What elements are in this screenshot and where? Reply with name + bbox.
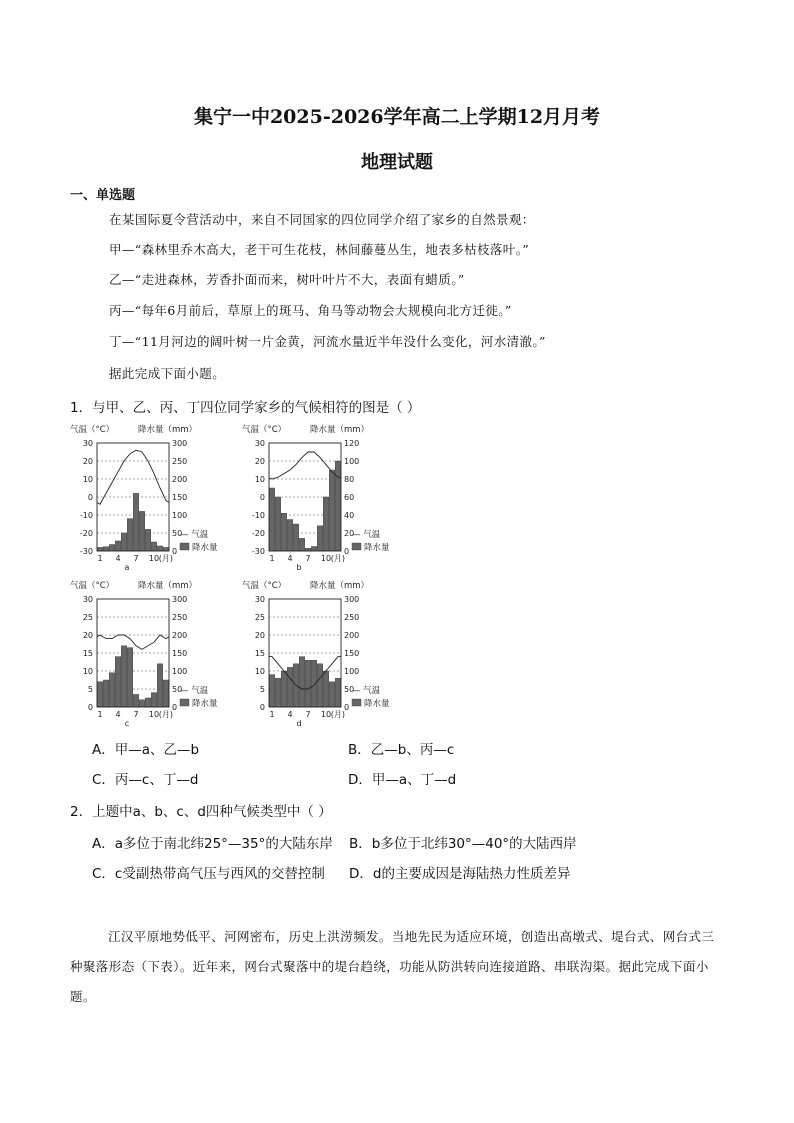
precipitation-tick-label: 300 xyxy=(172,595,188,604)
question-2-stem: 2．上题中a、b、c、d四种气候类型中（ ） xyxy=(70,804,332,820)
precipitation-bar xyxy=(139,511,144,551)
precipitation-axis-label: 降水量（mm） xyxy=(138,425,198,435)
precipitation-tick-label: 200 xyxy=(172,475,188,484)
precipitation-bar xyxy=(281,513,286,551)
passage-line: 在某国际夏令营活动中，来自不同国家的四位同学介绍了家乡的自然景观： xyxy=(109,212,535,227)
month-tick-label: 1 xyxy=(97,710,103,719)
precipitation-bar xyxy=(103,680,108,707)
precipitation-bar xyxy=(335,678,340,707)
month-tick-label: 7 xyxy=(133,710,139,719)
precipitation-tick-label: 250 xyxy=(172,457,188,466)
temperature-axis-label: 气温（°C） xyxy=(242,425,287,435)
month-tick-label: 7 xyxy=(305,710,311,719)
temperature-line xyxy=(97,450,169,504)
month-unit-label: (月) xyxy=(330,554,346,563)
precipitation-bar xyxy=(115,657,120,707)
q1-option-a[interactable]: A．甲—a、乙—b xyxy=(92,742,200,758)
temperature-tick-label: 10 xyxy=(82,667,93,676)
page-title: 集宁一中2025-2026学年高二上学期12月月考 xyxy=(193,106,601,128)
month-tick-label: 10 xyxy=(320,554,332,563)
temperature-tick-label: -10 xyxy=(79,511,93,520)
month-tick-label: 10 xyxy=(148,554,160,563)
temperature-tick-label: -10 xyxy=(251,511,265,520)
month-tick-label: 4 xyxy=(115,710,121,719)
precipitation-bar xyxy=(163,680,168,707)
precipitation-bar xyxy=(299,657,304,707)
temperature-tick-label: -30 xyxy=(79,547,93,556)
q1-option-c[interactable]: C．丙—c、丁—d xyxy=(92,772,199,788)
precipitation-bar xyxy=(157,664,162,707)
legend-temperature: — 气温 xyxy=(352,530,381,540)
month-tick-label: 4 xyxy=(287,710,293,719)
legend-precip-swatch xyxy=(180,699,189,706)
q1-option-b[interactable]: B．乙—b、丙—c xyxy=(348,742,455,758)
precipitation-bar xyxy=(269,675,274,707)
precipitation-bar xyxy=(109,545,114,551)
precipitation-bar xyxy=(145,698,150,707)
legend-precip-swatch xyxy=(352,699,361,706)
precipitation-tick-label: 80 xyxy=(344,475,355,484)
precipitation-bar xyxy=(275,497,280,551)
temperature-tick-label: 30 xyxy=(254,595,265,604)
passage-line: 乙—“走进森林，芳香扑面而来，树叶叶片不大，表面有蜡质。” xyxy=(109,272,465,287)
precipitation-tick-label: 250 xyxy=(172,613,188,622)
month-tick-label: 1 xyxy=(269,554,275,563)
climate-chart-b xyxy=(240,420,410,572)
passage-line: 丙—“每年6月前后，草原上的斑马、角马等动物会大规模向北方迁徙。” xyxy=(109,303,512,318)
precipitation-bar xyxy=(287,667,292,707)
month-tick-label: 7 xyxy=(305,554,311,563)
legend-precip-swatch xyxy=(352,543,361,550)
temperature-tick-label: 10 xyxy=(254,475,265,484)
precipitation-bar xyxy=(269,488,274,551)
precipitation-bar xyxy=(139,700,144,707)
section-heading: 一、单选题 xyxy=(70,188,136,203)
temperature-tick-label: 30 xyxy=(254,439,265,448)
precipitation-bar xyxy=(335,461,340,551)
precipitation-axis-label: 降水量（mm） xyxy=(310,425,370,435)
precipitation-bar xyxy=(97,682,102,707)
legend-temperature: — 气温 xyxy=(180,686,209,696)
precipitation-tick-label: 100 xyxy=(172,667,188,676)
precipitation-bar xyxy=(329,682,334,707)
temperature-axis-label: 气温（°C） xyxy=(242,581,287,591)
precipitation-bar xyxy=(115,541,120,551)
precipitation-bar xyxy=(103,547,108,551)
precipitation-bar xyxy=(157,546,162,551)
precipitation-axis-label: 降水量（mm） xyxy=(310,581,370,591)
precipitation-bar xyxy=(287,520,292,552)
climate-chart-a xyxy=(68,420,238,572)
precipitation-bar xyxy=(127,648,132,707)
precipitation-bar xyxy=(323,671,328,707)
chart-letter: b xyxy=(296,563,302,572)
precipitation-tick-label: 100 xyxy=(172,511,188,520)
precipitation-bar xyxy=(121,533,126,551)
temperature-tick-label: 10 xyxy=(82,475,93,484)
legend-precipitation: 降水量 xyxy=(364,543,390,553)
precipitation-bar xyxy=(151,693,156,707)
month-unit-label: (月) xyxy=(158,554,174,563)
precipitation-bar xyxy=(133,694,138,707)
legend-temperature: — 气温 xyxy=(180,530,209,540)
temperature-tick-label: -30 xyxy=(251,547,265,556)
temperature-tick-label: 25 xyxy=(82,613,93,622)
precipitation-tick-label: 50 xyxy=(172,529,183,538)
legend-precipitation: 降水量 xyxy=(192,543,218,553)
q2-option-d[interactable]: D．d的主要成因是海陆热力性质差异 xyxy=(349,866,571,882)
precipitation-bar xyxy=(275,678,280,707)
legend-precip-swatch xyxy=(180,543,189,550)
precipitation-tick-label: 0 xyxy=(344,547,350,556)
precipitation-tick-label: 0 xyxy=(172,547,178,556)
precipitation-tick-label: 150 xyxy=(172,493,188,502)
month-tick-label: 10 xyxy=(148,710,160,719)
temperature-tick-label: 25 xyxy=(254,613,265,622)
precipitation-tick-label: 20 xyxy=(344,529,355,538)
temperature-tick-label: 30 xyxy=(82,595,93,604)
temperature-tick-label: 0 xyxy=(259,493,265,502)
precipitation-bar xyxy=(151,542,156,551)
temperature-tick-label: 15 xyxy=(82,649,93,658)
month-tick-label: 1 xyxy=(269,710,275,719)
precipitation-tick-label: 50 xyxy=(344,685,355,694)
precipitation-tick-label: 0 xyxy=(172,703,178,712)
question-1-stem: 1．与甲、乙、丙、丁四位同学家乡的气候相符的图是（ ） xyxy=(70,400,421,416)
legend-temperature: — 气温 xyxy=(352,686,381,696)
temperature-tick-label: 10 xyxy=(254,667,265,676)
passage-2: 江汉平原地势低平、河网密布，历史上洪涝频发。当地先民为适应环境，创造出高墩式、堤台式、网台式三种聚落形态（下表）。近年来，网台式聚落中的堤台趋绕，功能从防洪转向连接道路、串联沟渠。据此完成下面小题。 xyxy=(70,929,715,1004)
precipitation-bar xyxy=(109,673,114,707)
temperature-tick-label: 5 xyxy=(87,685,93,694)
precipitation-bar xyxy=(329,470,334,551)
precipitation-tick-label: 150 xyxy=(344,649,360,658)
legend-precipitation: 降水量 xyxy=(192,699,218,709)
precipitation-bar xyxy=(311,547,316,552)
temperature-tick-label: 0 xyxy=(259,703,265,712)
precipitation-bar xyxy=(305,660,310,707)
temperature-tick-label: 0 xyxy=(87,493,93,502)
passage-line: 甲—“森林里乔木高大，老干可生花枝，林间藤蔓丛生，地表多枯枝落叶。” xyxy=(109,242,530,257)
precipitation-bar xyxy=(323,497,328,551)
temperature-tick-label: -20 xyxy=(251,529,265,538)
precipitation-tick-label: 100 xyxy=(344,457,360,466)
precipitation-bar xyxy=(293,524,298,551)
q2-option-a[interactable]: A．a多位于南北纬25°—35°的大陆东岸 xyxy=(92,836,333,852)
temperature-tick-label: 20 xyxy=(254,631,265,640)
temperature-tick-label: 5 xyxy=(259,685,265,694)
temperature-tick-label: 15 xyxy=(254,649,265,658)
precipitation-bar xyxy=(163,547,168,551)
temperature-tick-label: -20 xyxy=(79,529,93,538)
precipitation-tick-label: 200 xyxy=(172,631,188,640)
precipitation-tick-label: 40 xyxy=(344,511,355,520)
month-tick-label: 1 xyxy=(97,554,103,563)
precipitation-tick-label: 50 xyxy=(172,685,183,694)
precipitation-bar xyxy=(121,646,126,707)
precipitation-tick-label: 300 xyxy=(344,595,360,604)
temperature-tick-label: 20 xyxy=(254,457,265,466)
precipitation-tick-label: 150 xyxy=(172,649,188,658)
month-unit-label: (月) xyxy=(330,710,346,719)
precipitation-bar xyxy=(133,493,138,551)
climate-chart-c xyxy=(68,576,238,728)
legend-precipitation: 降水量 xyxy=(364,699,390,709)
month-tick-label: 4 xyxy=(287,554,293,563)
precipitation-bar xyxy=(145,529,150,551)
chart-letter: d xyxy=(296,719,302,728)
month-tick-label: 4 xyxy=(115,554,121,563)
precipitation-bar xyxy=(317,526,322,551)
month-unit-label: (月) xyxy=(158,710,174,719)
precipitation-bar xyxy=(127,519,132,551)
q2-option-b[interactable]: B．b多位于北纬30°—40°的大陆西岸 xyxy=(349,836,577,852)
precipitation-tick-label: 200 xyxy=(344,631,360,640)
passage-line: 丁—“11月河边的阔叶树一片金黄，河流水量近半年没什么变化，河水清澈。” xyxy=(109,334,546,349)
temperature-line xyxy=(97,635,169,649)
temperature-tick-label: 0 xyxy=(87,703,93,712)
temperature-tick-label: 20 xyxy=(82,631,93,640)
chart-letter: c xyxy=(124,719,130,728)
temperature-tick-label: 20 xyxy=(82,457,93,466)
precipitation-bar xyxy=(299,538,304,551)
precipitation-axis-label: 降水量（mm） xyxy=(138,581,198,591)
temperature-axis-label: 气温（°C） xyxy=(70,581,115,591)
climate-chart-d xyxy=(240,576,410,728)
chart-letter: a xyxy=(124,563,130,572)
month-tick-label: 7 xyxy=(133,554,139,563)
passage-line: 据此完成下面小题。 xyxy=(109,366,226,381)
precipitation-bar xyxy=(317,664,322,707)
page-subtitle: 地理试题 xyxy=(361,152,433,173)
precipitation-bar xyxy=(281,671,286,707)
precipitation-tick-label: 0 xyxy=(344,703,350,712)
month-tick-label: 10 xyxy=(320,710,332,719)
temperature-axis-label: 气温（°C） xyxy=(70,425,115,435)
precipitation-tick-label: 300 xyxy=(172,439,188,448)
q2-option-c[interactable]: C．c受副热带高气压与西风的交替控制 xyxy=(92,866,325,882)
temperature-tick-label: 30 xyxy=(82,439,93,448)
precipitation-tick-label: 250 xyxy=(344,613,360,622)
precipitation-bar xyxy=(97,547,102,551)
q1-option-d[interactable]: D．甲—a、丁—d xyxy=(348,772,457,788)
precipitation-tick-label: 60 xyxy=(344,493,355,502)
precipitation-tick-label: 100 xyxy=(344,667,360,676)
precipitation-tick-label: 120 xyxy=(344,439,360,448)
